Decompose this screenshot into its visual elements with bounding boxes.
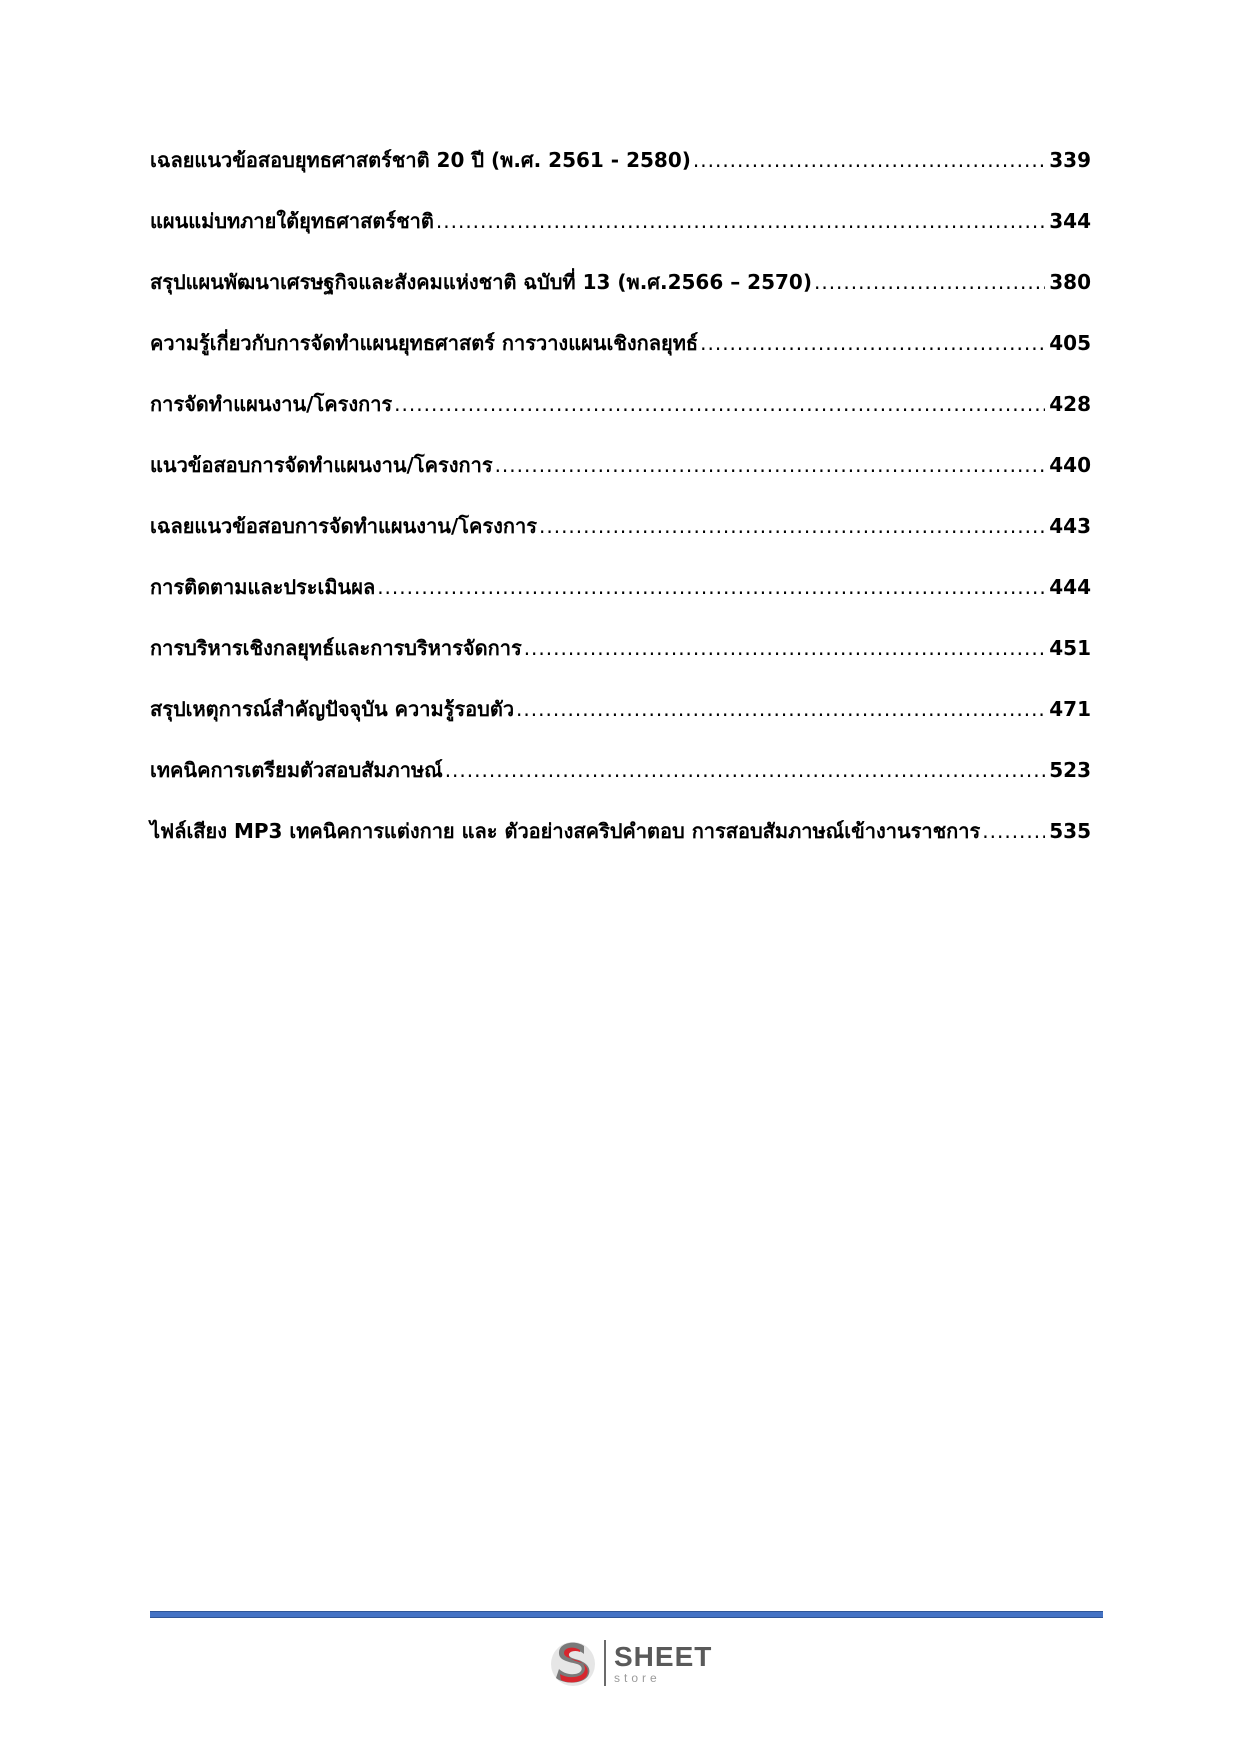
sheet-store-logo-icon — [548, 1636, 598, 1690]
toc-entry-443[interactable] — [150, 516, 1091, 577]
footer-rule — [150, 1611, 1103, 1618]
toc-entry-page: 405 — [1049, 331, 1091, 355]
toc-entry-page: 443 — [1049, 514, 1091, 538]
toc-dot-leader — [539, 516, 1045, 536]
toc-entry-title: แนวข้อสอบการจัดทำแผนงาน/โครงการ — [150, 453, 493, 477]
toc-dot-leader — [445, 760, 1046, 780]
toc-entry-title: แผนแม่บทภายใต้ยุทธศาสตร์ชาติ — [150, 209, 434, 233]
toc-entry-title: การจัดทำแผนงาน/โครงการ — [150, 392, 393, 416]
toc-entry-page: 444 — [1049, 575, 1091, 599]
logo-word: SHEET — [614, 1640, 713, 1672]
toc-entry-page: 471 — [1049, 697, 1091, 721]
toc-entry-title: เฉลยแนวข้อสอบยุทธศาสตร์ชาติ 20 ปี (พ.ศ. 2561 - 2580) — [150, 148, 691, 172]
toc-entry-page: 451 — [1049, 636, 1091, 660]
toc-dot-leader — [524, 638, 1046, 658]
toc-entry-title: สรุปเหตุการณ์สำคัญปัจจุบัน ความรู้รอบตัว — [150, 697, 515, 721]
toc-entry-451[interactable] — [150, 638, 1091, 699]
toc-dot-leader — [436, 211, 1045, 231]
logo-text — [614, 1640, 713, 1685]
toc-entry-440[interactable] — [150, 455, 1091, 516]
sheet-store-logo — [548, 1636, 712, 1690]
toc-entry-page: 339 — [1049, 148, 1091, 172]
toc-entry-page: 344 — [1049, 209, 1091, 233]
toc-entry-title: ความรู้เกี่ยวกับการจัดทำแผนยุทธศาสตร์ การวางแผนเชิงกลยุทธ์ — [150, 331, 699, 355]
toc-entry-title: ไฟล์เสียง MP3 เทคนิคการแต่งกาย และ ตัวอย่างสคริปคำตอบ การสอบสัมภาษณ์เข้างานราชการ — [150, 819, 981, 843]
toc-entry-344[interactable] — [150, 211, 1091, 272]
toc-entry-page: 523 — [1049, 758, 1091, 782]
toc-entry-title: การบริหารเชิงกลยุทธ์และการบริหารจัดการ — [150, 636, 522, 660]
logo-divider — [604, 1640, 606, 1686]
toc-entry-page: 535 — [1049, 819, 1091, 843]
toc-entry-title: เทคนิคการเตรียมตัวสอบสัมภาษณ์ — [150, 758, 443, 782]
toc-entry-428[interactable] — [150, 394, 1091, 455]
toc-entry-title: การติดตามและประเมินผล — [150, 575, 376, 599]
toc-entry-title: เฉลยแนวข้อสอบการจัดทำแผนงาน/โครงการ — [150, 514, 537, 538]
toc-entry-380[interactable] — [150, 272, 1091, 333]
toc-dot-leader — [495, 455, 1046, 475]
toc-dot-leader — [516, 699, 1045, 719]
toc-entry-page: 428 — [1049, 392, 1091, 416]
toc-entry-471[interactable] — [150, 699, 1091, 760]
toc-dot-leader — [700, 333, 1045, 353]
toc-entry-535[interactable] — [150, 821, 1091, 882]
toc-entry-page: 440 — [1049, 453, 1091, 477]
toc-dot-leader — [394, 394, 1045, 414]
logo-subtitle: store — [614, 1670, 661, 1685]
toc-entry-page: 380 — [1049, 270, 1091, 294]
toc-entry-405[interactable] — [150, 333, 1091, 394]
toc-dot-leader — [982, 821, 1045, 841]
toc-entry-title: สรุปแผนพัฒนาเศรษฐกิจและสังคมแห่งชาติ ฉบับที่ 13 (พ.ศ.2566 – 2570) — [150, 270, 812, 294]
toc-entry-523[interactable] — [150, 760, 1091, 821]
toc-entry-339[interactable] — [150, 150, 1091, 211]
table-of-contents — [150, 150, 1091, 882]
toc-entry-444[interactable] — [150, 577, 1091, 638]
toc-dot-leader — [814, 272, 1045, 292]
toc-dot-leader — [693, 150, 1045, 170]
toc-dot-leader — [377, 577, 1045, 597]
